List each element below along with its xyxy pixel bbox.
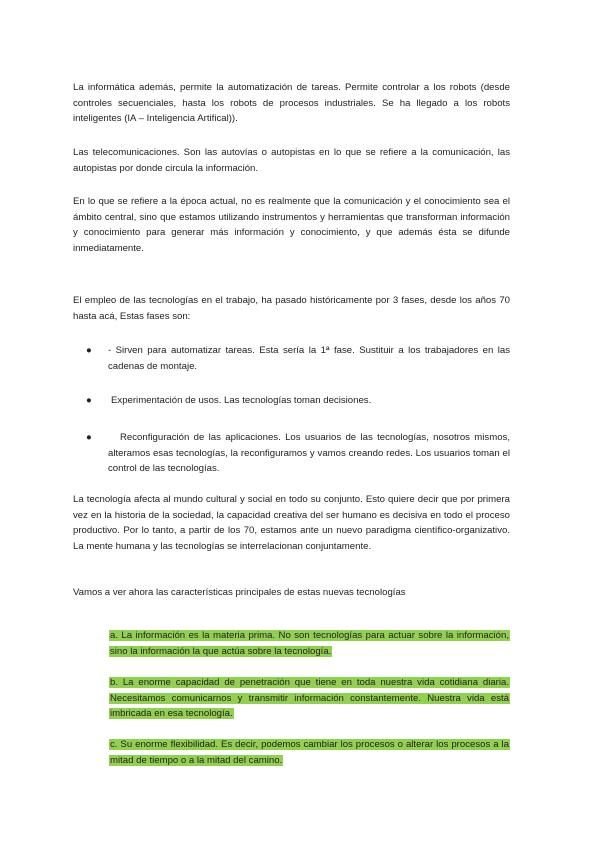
bullet-text-phase-3: Reconfiguración de las aplicaciones. Los usuarios de las tecnologías, nosotros mismos, alteramos esas tecnologías, la reconfiguramos y vamos creando redes. Los usuarios toman el control de las tecnologías. (108, 432, 510, 474)
highlight-text: b. La enorme capacidad de penetración que tiene en toda nuestra vida cotidiana diaria. Necesitamos comunicarnos y transmitir información constantemente. Nuestra vida está imbricada en esa tecnología. (110, 677, 509, 719)
bullet-item (86, 393, 510, 409)
paragraph-telecommunications: Las telecomunicaciones. Son las autovías o autopistas en lo que se refiere a la comunicación, las autopistas por donde circula la información. (73, 147, 510, 174)
paragraph-automation: La informática además, permite la automatización de tareas. Permite controlar a los robots (desde controles secuenciales, hasta los robots de procesos industriales. Se ha llegado a los robots inteligentes (IA – Inteligencia Artifical)). (73, 82, 510, 124)
paragraph-phases-intro: El empleo de las tecnologías en el trabajo, ha pasado históricamente por 3 fases, desde los años 70 hasta acá, Estas fases son: (73, 295, 510, 322)
bullet-dot-icon: ● (86, 395, 92, 406)
bullet-item (86, 343, 510, 374)
bullet-item (86, 430, 510, 477)
highlighted-item-b (109, 675, 510, 722)
highlighted-item-a (109, 628, 510, 659)
bullet-text-phase-1: - Sirven para automatizar tareas. Esta sería la 1ª fase. Sustituir a los trabajadores en las cadenas de montaje. (108, 345, 510, 372)
bullet-dot-icon: ● (86, 432, 92, 443)
bullet-text-phase-2: Experimentación de usos. Las tecnologías toman decisiones. (111, 395, 372, 406)
highlight-text: c. Su enorme flexibilidad. Es decir, podemos cambiar los procesos o alterar los procesos a la mitad de tiempo o a la mitad del camino. (110, 739, 509, 766)
bullet-dot-icon: ● (86, 345, 92, 356)
highlight-text: a. La información es la materia prima. No son tecnologías para actuar sobre la información, sino la información la que actúa sobre la tecnología. (110, 630, 509, 657)
paragraph-current-era: En lo que se refiere a la época actual, no es realmente que la comunicación y el conocimiento sea el ámbito central, sino que estamos utilizando instrumentos y herramientas que transforman información y conocimiento para generar más información y conocimiento, y que además ésta se difunde inmediatamente. (73, 196, 510, 254)
paragraph-characteristics-intro: Vamos a ver ahora las características principales de estas nuevas tecnologías (73, 587, 406, 598)
highlighted-item-c (109, 737, 510, 768)
paragraph-cultural-impact: La tecnología afecta al mundo cultural y social en todo su conjunto. Esto quiere decir que por primera vez en la historia de la sociedad, la capacidad creativa del ser humano es decisiva en todo el proceso productivo. Por lo tanto, a partir de los 70, estamos ante un nuevo paradigma científico-organizativo. La mente humana y las tecnologías se interrelacionan conjuntamente. (73, 494, 510, 552)
